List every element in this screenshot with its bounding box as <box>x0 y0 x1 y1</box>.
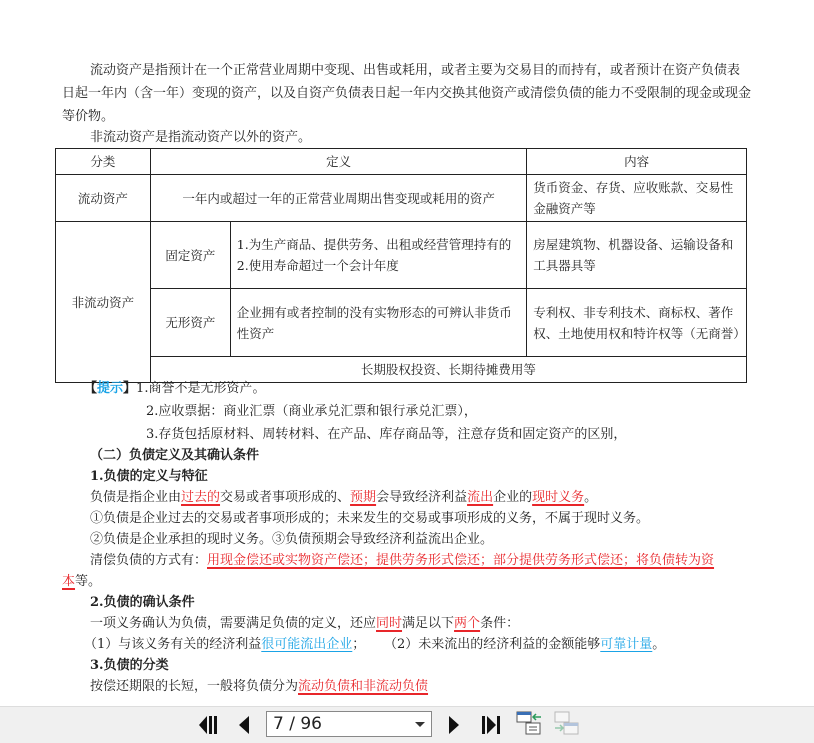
heading-recognition: 2.负债的确认条件 <box>90 595 195 610</box>
tip-label: 提示 <box>97 381 124 396</box>
condition-2: （2）未来流出的经济利益的金额能够可靠计量。 <box>384 637 666 652</box>
cell-current-definition: 一年内或超过一年的正常营业周期出售变现或耗用的资产 <box>150 175 526 222</box>
first-page-button[interactable] <box>198 714 220 736</box>
settlement-line-1: 清偿负债的方式有：用现金偿还或实物资产偿还；提供劳务形式偿还；部分提供劳务形式偿还；将负债转为资 <box>90 553 715 568</box>
next-page-icon <box>446 714 462 736</box>
header-category: 分类 <box>56 149 151 175</box>
cell-other-noncurrent: 长期股权投资、长期待摊费用等 <box>150 357 746 383</box>
tip-3: 3.存货包括原材料、周转材料、在产品、库存商品等，注意存货和固定资产的区别， <box>146 427 627 442</box>
cell-current-assets: 流动资产 <box>56 175 151 222</box>
heading-liability-definition: 1.负债的定义与特征 <box>90 469 208 484</box>
cell-intangible-definition: 企业拥有或者控制的没有实物形态的可辨认非货币性资产 <box>230 289 527 357</box>
tip-2: 2.应收票据：商业汇票（商业承兑汇票和银行承兑汇票）， <box>146 404 477 419</box>
toc-button[interactable] <box>516 712 544 734</box>
tip-1: 【提示】1.商誉不是无形资产。 <box>84 381 266 396</box>
table-of-contents-icon <box>516 710 544 736</box>
cell-fixed-definition <box>230 222 527 289</box>
header-content: 内容 <box>527 149 747 175</box>
section-heading: （二）负债定义及其确认条件 <box>90 448 260 463</box>
paragraph-current-assets: 流动资产是指预计在一个正常营业周期中变现、出售或耗用，或者主要为交易目的而持有，或者预计在资产负债表日起一年内（含一年）变现的资产，以及自资产负债表日起一年内交换其他资产或清偿负债的能力不受限制的现金或现金等价物。 <box>62 63 752 124</box>
cell-noncurrent-assets: 非流动资产 <box>56 222 151 383</box>
cell-fixed-assets: 固定资产 <box>150 222 230 289</box>
chevron-down-icon <box>415 722 425 727</box>
condition-1: （1）与该义务有关的经济利益很可能流出企业； <box>84 637 366 652</box>
previous-page-icon <box>236 714 252 736</box>
cell-current-content: 货币资金、存货、应收账款、交易性金融资产等 <box>527 175 747 222</box>
previous-page-button[interactable] <box>236 714 252 736</box>
settlement-line-2: 本等。 <box>62 574 102 589</box>
header-definition: 定义 <box>150 149 526 175</box>
paragraph-noncurrent-assets: 非流动资产是指流动资产以外的资产。 <box>90 130 312 145</box>
last-page-icon <box>480 714 502 736</box>
page-number-select[interactable] <box>266 711 432 737</box>
last-page-button[interactable] <box>480 714 502 736</box>
page-number-value: 7 / 96 <box>273 714 322 734</box>
classification-text: 按偿还期限的长短，一般将负债分为流动负债和非流动负债 <box>90 679 429 694</box>
heading-classification: 3.负债的分类 <box>90 658 169 673</box>
next-page-button[interactable] <box>446 714 462 736</box>
bookmark-list-icon <box>554 710 582 736</box>
fixed-def-2: 2.使用寿命超过一个会计年度 <box>236 258 399 273</box>
cell-intangible-assets: 无形资产 <box>150 289 230 357</box>
feature-1: ①负债是企业过去的交易或者事项形成的；未来发生的交易或事项形成的义务，不属于现时义务。 <box>90 511 650 526</box>
cell-intangible-content: 专利权、非专利技术、商标权、著作权、土地使用权和特许权等（无商誉） <box>527 289 747 357</box>
fixed-def-1: 1.为生产商品、提供劳务、出租或经营管理持有的 <box>236 237 512 252</box>
cell-fixed-content: 房屋建筑物、机器设备、运输设备和工具器具等 <box>527 222 747 289</box>
first-page-icon <box>198 714 220 736</box>
recognition-conditions: 一项义务确认为负债，需要满足负债的定义，还应同时满足以下两个条件： <box>90 616 520 631</box>
asset-classification-table <box>55 148 747 383</box>
liability-definition: 负债是指企业由过去的交易或者事项形成的、预期会导致经济利益流出企业的现时义务。 <box>90 490 598 505</box>
feature-2: ②负债是企业承担的现时义务。③负债预期会导致经济利益流出企业。 <box>90 532 494 547</box>
bookmark-button[interactable] <box>554 712 582 734</box>
